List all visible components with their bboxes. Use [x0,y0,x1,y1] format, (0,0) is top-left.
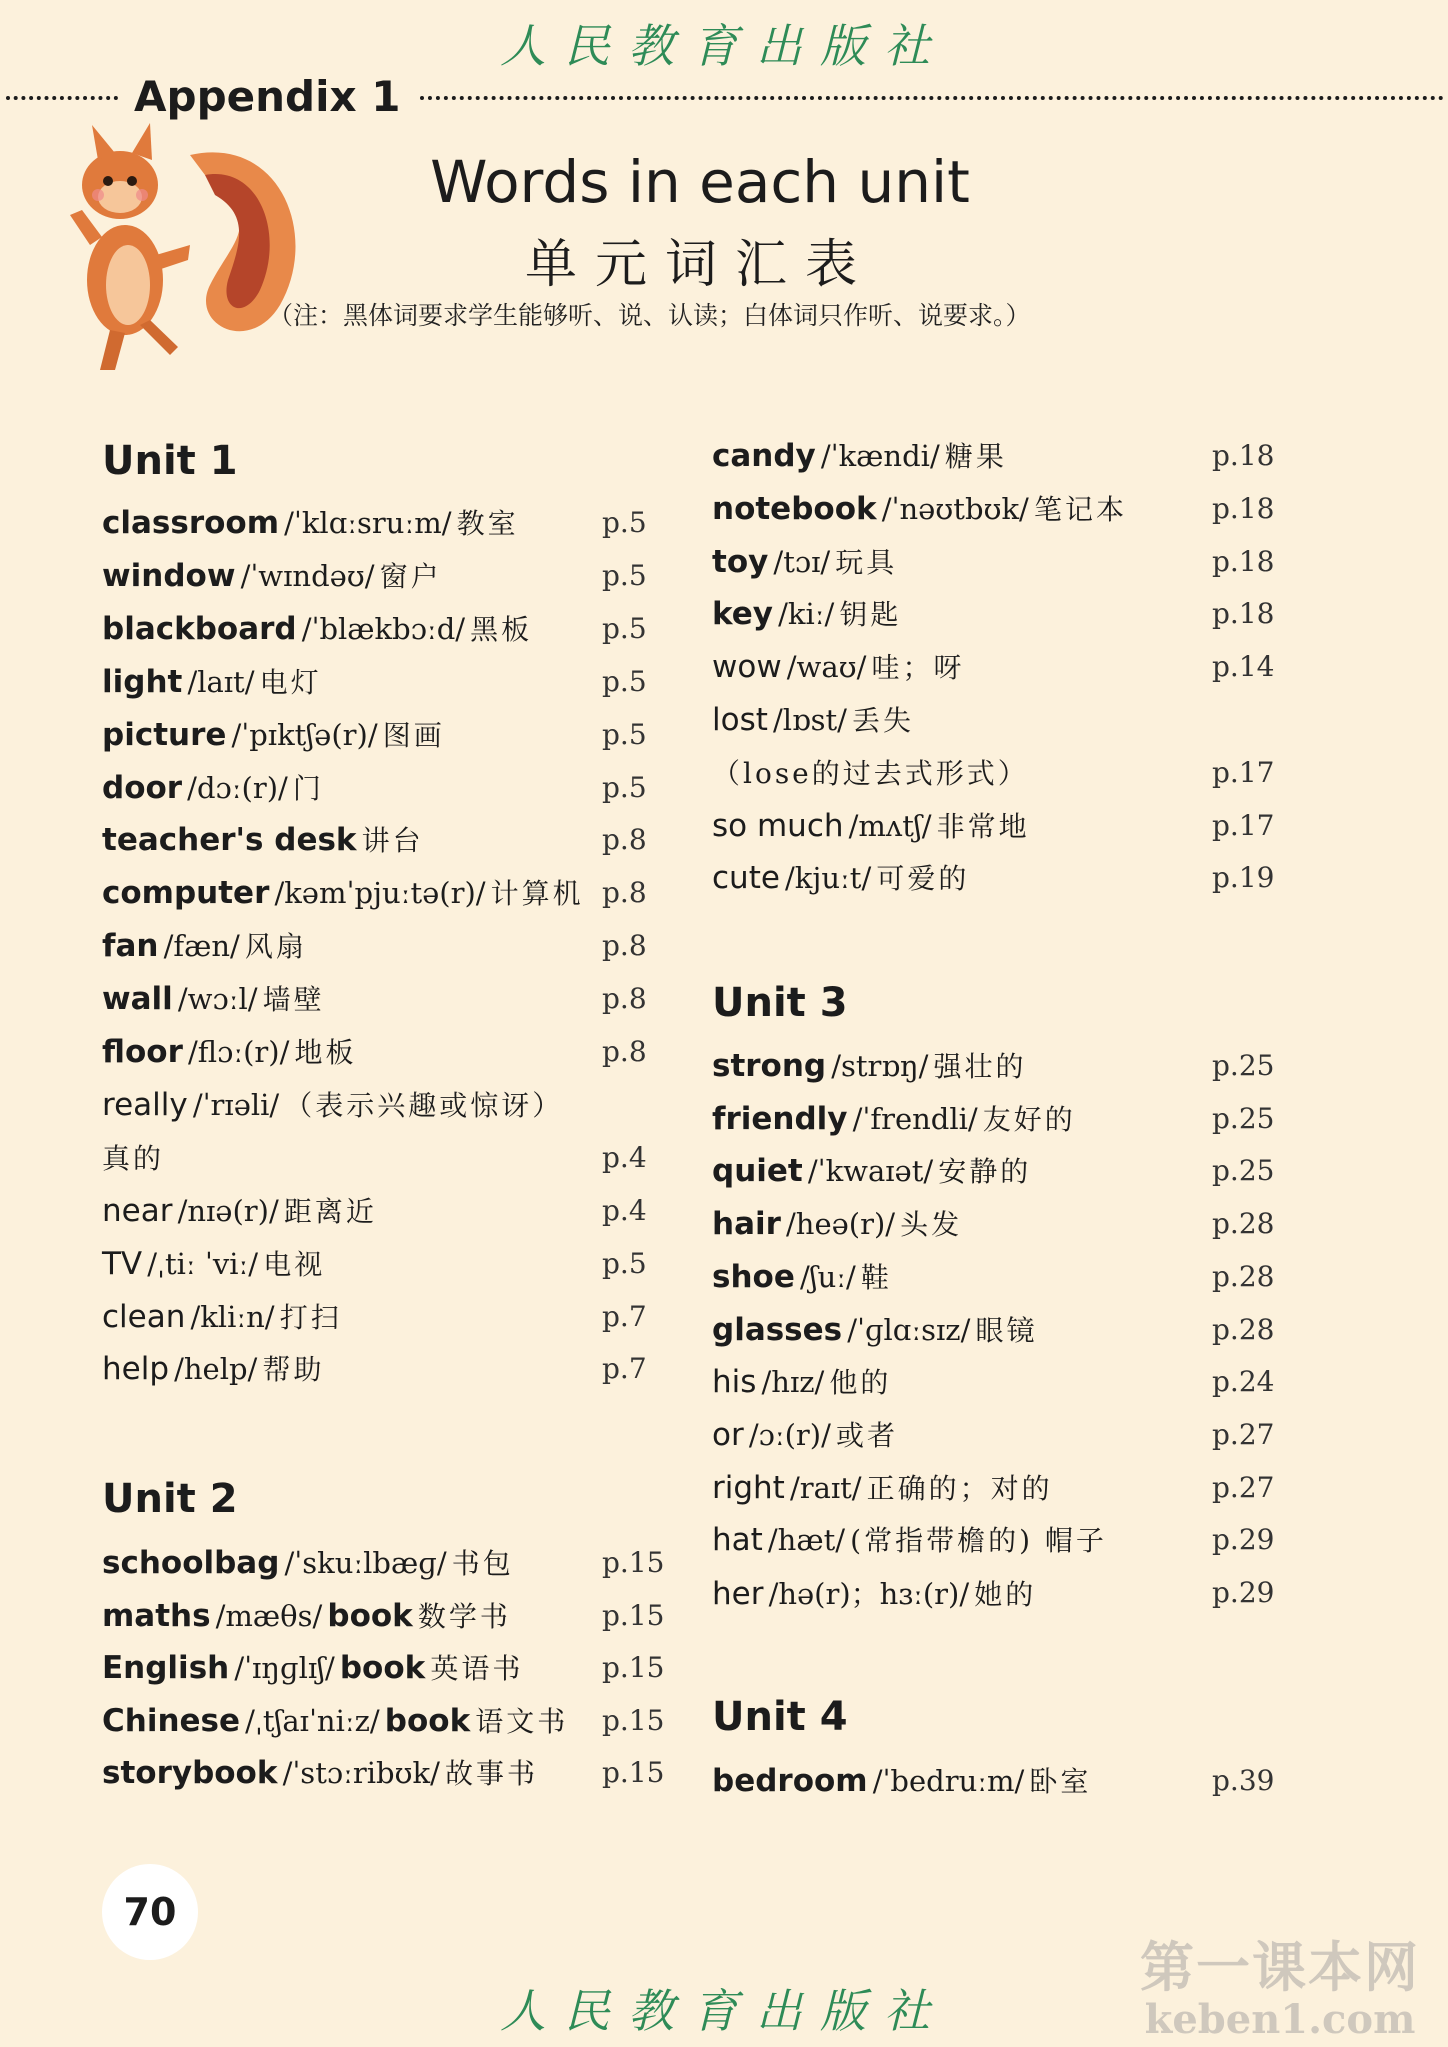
vocab-phonetic: /hɪz/ [761,1365,825,1400]
vocab-entry [102,1296,662,1336]
vocab-meaning: 哇；呀 [871,651,965,685]
vocab-entry [102,1542,665,1582]
vocab-entry [712,435,1275,475]
vocab-phonetic: /heə(r)/ [786,1207,896,1242]
vocab-word: English [102,1650,230,1686]
vocab-entry [102,1031,662,1071]
vocab-word: hair [712,1206,781,1243]
vocab-page-ref: p.29 [1212,1523,1275,1557]
vocab-page-ref: p.18 [1212,544,1275,578]
vocab-phonetic: /ˈstɔːribʊk/ [282,1756,440,1790]
vocab-phonetic: /mʌtʃ/ [848,808,932,843]
vocab-page-ref: p.25 [1212,1049,1275,1082]
vocab-word: wall [102,981,173,1018]
vocab-meaning: （lose的过去式形式） [712,756,1029,790]
vocab-entry [102,714,662,754]
vocab-phonetic: /nɪə(r)/ [177,1193,279,1228]
vocab-entry [102,1752,665,1792]
vocab-word: toy [712,543,769,580]
vocab-phonetic: /ˈrɪəli/ [192,1087,280,1122]
vocab-meaning: 眼镜 [975,1313,1038,1347]
vocab-page-ref: p.39 [1212,1764,1275,1797]
vocab-meaning: 教室 [456,507,519,540]
vocab-page-ref: p.15 [602,1546,665,1579]
vocab-word: so much [712,807,844,844]
page-title: Words in each unit [430,148,970,216]
vocab-meaning: 她的 [974,1578,1037,1611]
unit-heading: Unit 1 [102,438,238,484]
vocab-entry [712,857,1275,897]
vocab-word: near [102,1192,173,1229]
vocab-meaning: 帮助 [262,1353,325,1387]
vocab-entry [102,1700,665,1740]
publisher-logo-top: 人民教育出版社 [500,19,948,73]
vocab-entry [102,978,662,1018]
vocab-word: or [712,1416,744,1453]
vocab-entry [712,1572,1275,1612]
vocab-meaning: 正确的；对的 [866,1471,1053,1505]
vocab-page-ref: p.8 [602,929,647,963]
vocab-phonetic: /kliːn/ [190,1299,275,1334]
vocab-page-ref: p.27 [1212,1470,1275,1504]
vocab-word: TV [102,1245,143,1282]
vocab-meaning: 可爱的 [876,862,970,896]
vocab-word: friendly [712,1100,848,1137]
vocab-phonetic: /kəmˈpjuːtə(r)/ [274,876,486,911]
vocab-meaning: 英语书 [430,1652,524,1685]
vocab-entry [102,502,662,542]
note-text: （注：黑体词要求学生能够听、说、认读；白体词只作听、说要求。） [268,301,1031,330]
vocab-phonetic: /ˈfrendli/ [852,1101,978,1136]
vocab-page-ref: p.18 [1212,491,1275,525]
squirrel-mascot-illustration [70,115,305,380]
vocab-entry [712,1203,1275,1243]
vocab-word: cute [712,860,780,897]
vocab-phonetic: /kiː/ [778,597,835,632]
vocab-phonetic: /tɔɪ/ [773,544,831,579]
vocab-phonetic: /dɔː(r)/ [187,770,288,805]
vocab-word: schoolbag [102,1545,280,1581]
vocab-entry [102,767,662,807]
vocab-meaning: 书包 [451,1547,514,1580]
vocab-page-ref: p.5 [602,611,647,645]
watermark-line1: 第一课本网 [1140,1935,1420,1999]
vocab-meaning: 丢失 [852,704,915,737]
vocab-meaning: 故事书 [444,1757,538,1790]
publisher-logo-bottom: 人民教育出版社 [500,1984,948,2038]
vocab-meaning: 电灯 [259,665,322,699]
vocab-phonetic: /mæθs/ [215,1598,323,1633]
vocab-entry [712,1150,1275,1190]
vocab-phonetic: /ˈklɑːsruːm/ [284,506,452,540]
vocab-page-ref: p.17 [1212,808,1275,842]
vocab-page-ref: p.27 [1212,1417,1275,1451]
vocab-entry [712,1760,1275,1800]
vocab-word: computer [102,875,270,912]
vocab-phonetic: /waʊ/ [786,650,867,685]
vocab-entry [712,805,1275,845]
vocab-meaning: 友好的 [982,1102,1076,1136]
vocab-word: light [102,663,183,700]
vocab-meaning: 讲台 [361,824,424,858]
vocab-phonetic: /ˈɡlɑːsɪz/ [847,1312,971,1347]
vocab-phonetic: /ɔː(r)/ [748,1417,831,1452]
vocab-page-ref: p.5 [602,1246,647,1280]
vocab-entry [102,819,662,859]
vocab-page-ref: p.8 [602,1035,647,1068]
vocab-entry [712,1045,1275,1085]
vocab-entry [712,488,1275,528]
vocab-phonetic: /ˌtiː ˈviː/ [147,1246,259,1281]
vocab-phonetic: /ˈbedruːm/ [872,1764,1025,1798]
vocab-meaning: 强壮的 [933,1050,1027,1083]
vocab-page-ref: p.8 [602,823,647,857]
vocab-entry [712,1256,1275,1296]
vocab-word: candy [712,438,816,474]
vocab-word: right [712,1469,785,1506]
unit-heading: Unit 2 [102,1476,238,1522]
appendix-title: Appendix 1 [134,72,401,121]
vocab-page-ref: p.7 [602,1299,647,1333]
vocab-meaning: 卧室 [1029,1765,1092,1798]
vocab-entry [712,1467,1275,1507]
vocab-phonetic: /laɪt/ [187,664,255,699]
vocab-word: hat [712,1522,763,1559]
vocab-meaning: 或者 [835,1418,898,1452]
vocab-phonetic: /ˈkændi/ [820,439,940,473]
vocab-word: storybook [102,1755,278,1791]
vocab-meaning: 笔记本 [1033,492,1127,526]
vocab-page-ref: p.28 [1212,1207,1275,1241]
vocab-entry [712,1361,1275,1401]
vocab-page-ref: p.8 [602,876,647,910]
vocab-entry [102,661,662,701]
vocab-phonetic: /lɒst/ [772,703,847,737]
vocab-meaning: 风扇 [244,930,307,964]
vocab-page-ref: p.8 [602,982,647,1016]
vocab-entry [712,1098,1275,1138]
vocab-word: lost [712,702,768,738]
vocab-word: glasses [712,1311,843,1348]
vocab-phonetic: /help/ [174,1352,258,1387]
vocab-entry [712,1414,1275,1454]
watermark-line2: keben1.com [1144,1996,1416,2043]
vocab-word: strong [712,1048,827,1084]
vocab-meaning: 打扫 [279,1300,342,1334]
vocab-meaning: 真的 [102,1141,165,1175]
dotted-rule-right [420,96,1444,100]
vocab-meaning: 图画 [382,718,445,752]
vocab-page-ref: p.24 [1212,1365,1275,1399]
page-title-chinese: 单元词汇表 [524,235,875,295]
vocab-page-ref: p.4 [602,1193,647,1227]
vocab-page-ref: p.5 [602,770,647,804]
vocab-page-ref: p.19 [1212,861,1275,895]
vocab-phonetic: /ˌtʃaɪˈniːz/ [245,1703,380,1738]
vocab-page-ref: p.5 [602,506,647,539]
vocab-entry [712,593,1275,633]
vocab-word: classroom [102,505,280,541]
vocab-page-ref: p.28 [1212,1259,1275,1293]
vocab-meaning: 地板 [294,1036,357,1069]
vocab-page-ref: p.28 [1212,1312,1275,1346]
vocab-word: Chinese [102,1702,241,1739]
vocab-word: help [102,1351,170,1388]
vocab-word: floor [102,1034,183,1070]
vocab-page-ref: p.25 [1212,1101,1275,1135]
vocab-phonetic: /flɔː(r)/ [187,1035,290,1069]
vocab-word: teacher's desk [102,822,357,859]
vocab-page-ref: p.25 [1212,1154,1275,1188]
vocab-phonetic: /strɒŋ/ [831,1049,929,1083]
vocab-word: door [102,769,183,806]
vocab-phonetic: /ˈskuːlbæɡ/ [284,1546,447,1580]
vocab-meaning: 玩具 [835,545,898,579]
vocab-meaning: 数学书 [417,1599,511,1633]
unit-heading: Unit 4 [712,1694,848,1740]
vocab-phonetic: /ʃuː/ [799,1259,856,1294]
vocab-word-suffix: book [339,1650,426,1686]
vocab-entry [102,555,662,595]
dotted-rule-left [6,96,118,100]
vocab-meaning: 糖果 [944,440,1007,473]
vocab-phonetic: /hə(r)；hɜː(r)/ [768,1577,970,1611]
vocab-word: notebook [712,490,877,527]
vocab-word: key [712,596,774,633]
vocab-word: picture [102,716,227,753]
vocab-word: window [102,557,236,594]
vocab-meaning: (常指带檐的) 帽子 [850,1524,1107,1558]
vocab-page-ref: p.29 [1212,1576,1275,1609]
vocab-entry [102,1243,662,1283]
vocab-meaning: 窗户 [379,559,442,593]
vocab-page-ref: p.17 [1212,755,1275,789]
vocab-entry [102,1190,662,1230]
vocab-page-ref: p.5 [602,664,647,698]
vocab-meaning: 门 [292,771,324,805]
vocab-page-ref: p.4 [602,1140,647,1174]
vocab-phonetic: /ˈnəʊtbʊk/ [881,491,1029,526]
vocab-phonetic: /ˈpɪktʃə(r)/ [231,717,378,752]
vocab-phonetic: /fæn/ [163,929,240,964]
vocab-entry [102,1137,662,1177]
vocab-entry [102,1084,662,1124]
vocab-word: fan [102,928,159,965]
vocab-meaning: （表示兴趣或惊讶） [284,1088,564,1122]
vocab-meaning: 计算机 [490,877,584,911]
vocab-page-ref: p.15 [602,1598,665,1632]
vocab-phonetic: /ˈwɪndəʊ/ [240,558,375,593]
vocab-meaning: 头发 [900,1208,963,1242]
vocab-word: bedroom [712,1763,868,1799]
vocab-entry [102,872,662,912]
vocab-meaning: 黑板 [470,612,533,646]
vocab-phonetic: /ˈblækbɔːd/ [301,611,466,646]
vocab-meaning: 安静的 [938,1155,1032,1189]
vocab-meaning: 墙壁 [262,983,325,1017]
vocab-entry [712,541,1275,581]
vocab-word: wow [712,649,782,686]
vocab-meaning: 非常地 [936,809,1030,843]
vocab-entry [102,1595,665,1635]
vocab-word: blackboard [102,610,297,647]
vocab-word: quiet [712,1153,803,1190]
vocab-page-ref: p.5 [602,558,647,592]
vocab-phonetic: /kjuːt/ [785,861,872,896]
vocab-page-ref: p.14 [1212,650,1275,684]
vocab-phonetic: /hæt/ [767,1523,846,1558]
vocab-page-ref: p.15 [602,1651,665,1684]
vocab-entry [712,699,1272,739]
vocab-entry [102,1647,665,1687]
vocab-page-ref: p.5 [602,717,647,751]
vocab-phonetic: /wɔːl/ [177,982,258,1017]
vocab-meaning: 鞋 [860,1260,892,1294]
vocab-word: shoe [712,1258,795,1295]
vocab-meaning: 电视 [263,1247,326,1281]
vocab-word: clean [102,1298,186,1335]
vocab-meaning: 距离近 [283,1194,377,1228]
vocab-page-ref: p.18 [1212,439,1275,472]
vocab-meaning: 钥匙 [839,598,902,632]
vocab-word: his [712,1364,757,1401]
vocab-phonetic: /ˈɪŋɡlɪʃ/ [234,1651,335,1685]
vocab-entry [712,646,1275,686]
vocab-word-suffix: book [384,1702,471,1739]
unit-heading: Unit 3 [712,980,848,1026]
page-number: 70 [102,1864,198,1960]
vocab-entry [712,752,1275,792]
vocab-page-ref: p.7 [602,1352,647,1386]
vocab-page-ref: p.15 [602,1756,665,1789]
vocab-entry [712,1309,1275,1349]
vocab-phonetic: /ˈkwaɪət/ [807,1154,934,1189]
vocab-page-ref: p.15 [602,1703,665,1737]
vocab-word-suffix: book [327,1597,413,1634]
vocab-entry [102,1348,662,1388]
vocab-word: her [712,1576,764,1612]
vocab-entry [102,608,662,648]
vocab-phonetic: /raɪt/ [789,1470,862,1505]
vocab-page-ref: p.18 [1212,597,1275,631]
vocab-word: maths [102,1597,211,1634]
vocab-entry [102,925,662,965]
vocab-entry [712,1519,1275,1559]
vocab-meaning: 语文书 [475,1704,569,1738]
vocab-meaning: 他的 [829,1366,892,1400]
vocab-word: really [102,1086,188,1123]
